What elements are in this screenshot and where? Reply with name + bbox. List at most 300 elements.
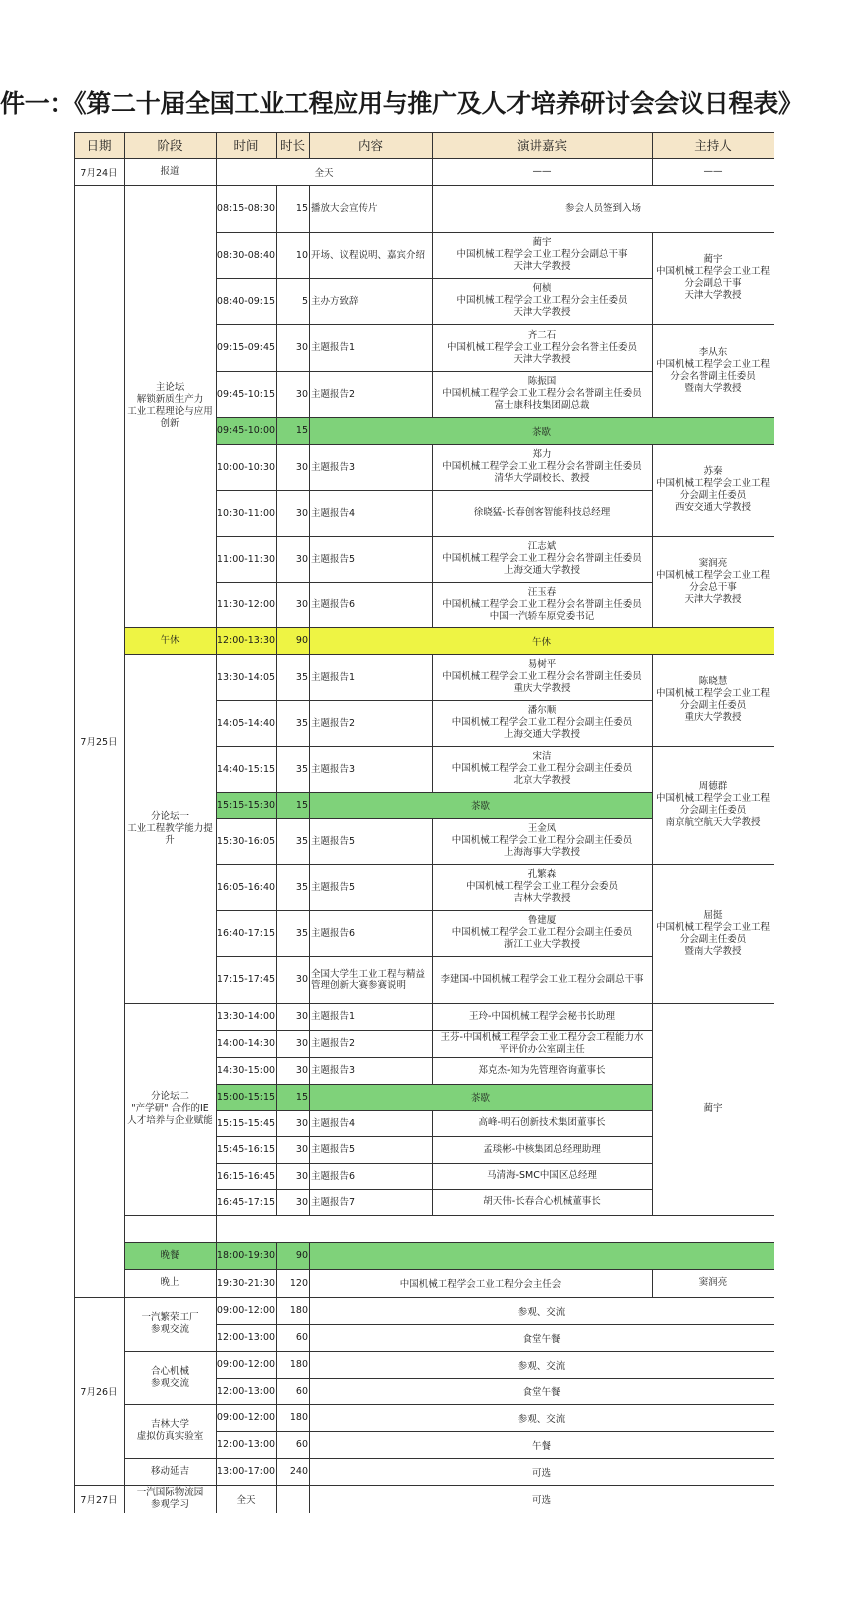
cell-border <box>310 911 433 957</box>
speaker-cell: 陈振国 中国机械工程学会工业工程分会名誉副主任委员 富士康科技集团副总裁 <box>442 376 642 411</box>
table-grid-lines <box>74 132 774 1513</box>
date-cell: 7月27日 <box>80 1495 118 1506</box>
duration-cell: 180 <box>289 1412 308 1423</box>
host-cell: —— <box>703 165 723 177</box>
duration-cell: 90 <box>276 1242 309 1269</box>
duration-cell: 30 <box>295 599 308 610</box>
host-cell: 窦润亮 <box>698 1277 728 1288</box>
duration-cell: 60 <box>295 1385 308 1397</box>
cell-border <box>653 1004 775 1216</box>
duration-cell: 35 <box>295 763 308 775</box>
content-cell: 主题报告2 <box>311 717 356 729</box>
cell-border <box>217 1137 277 1164</box>
speaker-cell: 胡天伟-长春合心机械董事长 <box>483 1196 601 1207</box>
cell-border <box>217 628 277 655</box>
time-cell: 全天 <box>236 1495 256 1506</box>
cell-border <box>277 1004 310 1031</box>
time-cell: 11:30-12:00 <box>216 599 276 610</box>
cell-border <box>310 1004 433 1031</box>
cell-border <box>433 865 653 911</box>
time-cell: 14:40-15:15 <box>216 763 276 775</box>
stage-cell: 一汽国际物流园 参观学习 <box>136 1487 204 1510</box>
document-title: 件一：《第二十届全国工业工程应用与推广及人才培养研讨会会议日程表》 <box>0 89 803 118</box>
cell-border <box>217 1164 277 1190</box>
speaker-cell: 李建国-中国机械工程学会工业工程分会副总干事 <box>440 973 644 985</box>
cell-border <box>433 1190 653 1216</box>
cell-border <box>217 325 277 372</box>
merged-cell: 茶歇 <box>309 1084 652 1110</box>
cell-border <box>125 628 217 655</box>
duration-cell: 15 <box>295 203 308 214</box>
time-cell: 15:30-16:05 <box>216 835 276 847</box>
content-cell: 主题报告5 <box>311 553 356 565</box>
time-cell: 12:00-13:00 <box>216 1385 276 1397</box>
cell-border <box>310 1270 653 1298</box>
cell-border <box>217 1270 277 1298</box>
cell-border <box>217 233 277 279</box>
cell-border <box>433 819 653 865</box>
content-cell: 主题报告5 <box>311 1144 356 1155</box>
cell-border <box>217 911 277 957</box>
duration-cell: 30 <box>295 388 308 400</box>
cell-border <box>125 1216 217 1243</box>
cell-border <box>217 1085 277 1111</box>
speaker-cell: 郑力 中国机械工程学会工业工程分会名誉副主任委员 清华大学副校长、教授 <box>442 449 642 484</box>
cell-border <box>277 747 310 793</box>
cell-border <box>433 372 653 418</box>
cell-border <box>433 1164 653 1190</box>
merged-cell: 可选 <box>531 1467 551 1479</box>
cell-border <box>433 655 653 701</box>
duration-cell: 35 <box>295 927 308 939</box>
cell-border <box>310 1031 433 1058</box>
content-cell: 主题报告4 <box>311 507 356 519</box>
time-cell: 09:45-10:00 <box>216 417 276 444</box>
cell-border <box>217 747 277 793</box>
duration-cell: 30 <box>295 1196 308 1208</box>
header-cell: 时间 <box>216 132 276 158</box>
cell-border <box>217 1459 277 1486</box>
cell-border <box>310 1352 775 1379</box>
duration-cell: 30 <box>295 974 308 985</box>
cell-border <box>433 445 653 491</box>
speaker-cell: 参会人员签到入场 <box>564 202 641 214</box>
cell-border <box>310 583 433 628</box>
cell-border <box>433 159 653 186</box>
host-cell: 苏秦 中国机械工程学会工业工程 分会副主任委员 西安交通大学教授 <box>655 466 770 513</box>
cell-border <box>217 186 277 233</box>
content-cell: 主题报告6 <box>311 927 356 939</box>
content-cell: 主题报告7 <box>311 1196 356 1208</box>
cell-border <box>125 655 217 1004</box>
speaker-cell: 江志斌 中国机械工程学会工业工程分会名誉副主任委员 上海交通大学教授 <box>442 541 642 576</box>
speaker-cell: 王玲-中国机械工程学会秘书长助理 <box>469 1010 615 1022</box>
stage-cell: 主论坛 解锁新质生产力 工业工程理论与应用 创新 <box>127 382 213 429</box>
content-cell: 主题报告5 <box>311 835 356 847</box>
time-cell: 13:00-17:00 <box>216 1466 276 1477</box>
stage-cell: 分论坛二 "产学研" 合作的IE 人才培养与企业赋能 <box>127 1091 213 1126</box>
time-cell: 08:30-08:40 <box>216 249 276 261</box>
date-cell: 7月26日 <box>80 1387 118 1398</box>
cell-border <box>217 372 277 418</box>
cell-border <box>217 583 277 628</box>
cell-border <box>310 186 433 233</box>
duration-cell: 180 <box>289 1305 308 1316</box>
cell-border <box>310 1459 775 1486</box>
speaker-cell: 马清海-SMC中国区总经理 <box>487 1170 597 1181</box>
duration-cell: 5 <box>301 295 308 307</box>
cell-border <box>217 1058 277 1085</box>
cell-border <box>217 1432 277 1459</box>
cell-border <box>125 1459 217 1486</box>
content-cell: 主题报告2 <box>311 1038 356 1049</box>
content-cell: 主题报告3 <box>311 763 356 775</box>
cell-border <box>310 445 433 491</box>
cell-border <box>653 445 775 537</box>
cell-border <box>433 957 653 1004</box>
speaker-cell: 孟琰彬-中核集团总经理助理 <box>483 1143 601 1155</box>
cell-border <box>277 233 310 279</box>
cell-border <box>310 279 433 325</box>
merged-cell: 参观、交流 <box>517 1306 566 1318</box>
cell-border <box>277 701 310 747</box>
duration-cell: 60 <box>295 1439 308 1450</box>
cell-border <box>75 1486 125 1514</box>
cell-border <box>277 325 310 372</box>
cell-border <box>217 1405 277 1432</box>
cell-border <box>433 279 653 325</box>
cell-border <box>217 865 277 911</box>
speaker-cell: 齐二石 中国机械工程学会工业工程分会名誉主任委员 天津大学教授 <box>446 329 637 365</box>
cell-border <box>217 1298 277 1325</box>
cell-border <box>277 537 310 583</box>
cell-border <box>277 491 310 537</box>
content-cell: 播放大会宣传片 <box>311 203 378 214</box>
time-cell: 09:45-10:15 <box>216 388 276 400</box>
speaker-cell: 潘尔顺 中国机械工程学会工业工程分会副主任委员 上海交通大学教授 <box>451 705 633 740</box>
cell-border <box>277 655 310 701</box>
cell-border <box>310 1486 775 1514</box>
host-cell: 陈晓慧 中国机械工程学会工业工程 分会副主任委员 重庆大学教授 <box>655 676 770 723</box>
cell-border <box>310 133 433 159</box>
cell-border <box>277 865 310 911</box>
cell-border <box>277 1325 310 1352</box>
cell-border <box>433 583 653 628</box>
cell-border <box>217 159 433 186</box>
cell-border <box>433 325 653 372</box>
cell-border <box>310 1137 433 1164</box>
cell-border <box>277 583 310 628</box>
duration-cell: 30 <box>295 1038 308 1049</box>
cell-border <box>277 372 310 418</box>
cell-border <box>277 133 310 159</box>
time-cell: 15:45-16:15 <box>216 1144 276 1155</box>
cell-border <box>310 1085 653 1111</box>
merged-cell: 中国机械工程学会工业工程分会主任会 <box>399 1279 562 1290</box>
host-cell: 周德群 中国机械工程学会工业工程 分会副主任委员 南京航空航天大学教授 <box>655 781 770 828</box>
cell-border <box>433 491 653 537</box>
cell-border <box>217 1190 277 1216</box>
time-cell: 08:40-09:15 <box>216 295 276 307</box>
cell-border <box>217 418 277 445</box>
header-cell: 内容 <box>309 132 432 158</box>
cell-border <box>653 133 775 159</box>
cell-border <box>310 1325 775 1352</box>
content-cell: 全国大学生工业工程与精益管理创新大赛参赛说明 <box>311 968 426 991</box>
cell-border <box>277 445 310 491</box>
cell-border <box>75 133 125 159</box>
speaker-cell: 孔繁森 中国机械工程学会工业工程分会委员 吉林大学教授 <box>465 869 618 904</box>
time-cell: 16:40-17:15 <box>216 927 276 939</box>
cell-border <box>277 1058 310 1085</box>
content-cell: 主题报告6 <box>311 1170 356 1182</box>
content-cell: 主办方致辞 <box>311 295 359 307</box>
duration-cell: 120 <box>289 1277 308 1289</box>
cell-border <box>277 1190 310 1216</box>
speaker-cell: 高峰-明石创新技术集团董事长 <box>478 1117 606 1128</box>
cell-border <box>125 159 217 186</box>
cell-border <box>125 1352 217 1405</box>
cell-border <box>277 793 310 819</box>
cell-border <box>310 1111 433 1137</box>
cell-border <box>217 701 277 747</box>
content-cell: 主题报告3 <box>311 461 356 473</box>
duration-cell: 60 <box>295 1332 308 1343</box>
merged-cell: 全天 <box>314 167 334 179</box>
time-cell: 16:15-16:45 <box>216 1170 276 1182</box>
speaker-cell: 蔺宇 中国机械工程学会工业工程分会副总干事 天津大学教授 <box>456 237 628 272</box>
cell-border <box>217 1352 277 1379</box>
header-cell: 阶段 <box>124 132 216 158</box>
time-cell: 09:00-12:00 <box>216 1412 276 1423</box>
duration-cell: 35 <box>295 835 308 847</box>
cell-border <box>217 1243 277 1270</box>
cell-border <box>310 747 433 793</box>
cell-border <box>433 133 653 159</box>
time-cell: 14:00-14:30 <box>216 1038 276 1049</box>
cell-border <box>277 819 310 865</box>
cell-border <box>310 819 433 865</box>
time-cell: 18:00-19:30 <box>216 1242 276 1269</box>
time-cell: 12:00-13:00 <box>216 1332 276 1343</box>
merged-cell: 食堂午餐 <box>522 1387 561 1398</box>
cell-border <box>310 865 433 911</box>
time-cell: 09:00-12:00 <box>216 1305 276 1316</box>
cell-border <box>217 1031 277 1058</box>
cell-border <box>277 279 310 325</box>
cell-border <box>125 1270 217 1298</box>
time-cell: 15:00-15:15 <box>216 1084 276 1110</box>
time-cell: 16:45-17:15 <box>216 1196 276 1208</box>
cell-border <box>653 325 775 418</box>
cell-border <box>217 957 277 1004</box>
stage-cell: 午休 <box>124 627 216 654</box>
time-cell: 09:15-09:45 <box>216 342 276 353</box>
speaker-cell: 宋洁 中国机械工程学会工业工程分会副主任委员 北京大学教授 <box>451 751 633 786</box>
stage-cell: 晚上 <box>160 1277 180 1288</box>
duration-cell: 15 <box>276 792 309 818</box>
header-cell: 演讲嘉宾 <box>432 132 652 158</box>
cell-border <box>433 747 653 793</box>
cell-border <box>217 1379 277 1405</box>
cell-border <box>310 1379 775 1405</box>
duration-cell: 30 <box>295 461 308 473</box>
cell-border <box>433 1004 653 1031</box>
cell-border <box>217 133 277 159</box>
time-cell: 09:00-12:00 <box>216 1359 276 1370</box>
cell-border <box>217 445 277 491</box>
cell-border <box>310 1243 775 1270</box>
speaker-cell: 郑克杰-知为先管理咨询董事长 <box>478 1064 606 1076</box>
cell-border <box>217 793 277 819</box>
cell-border <box>277 1111 310 1137</box>
cell-border <box>653 655 775 747</box>
duration-cell: 35 <box>295 717 308 729</box>
cell-border <box>217 1004 277 1031</box>
cell-border <box>310 793 653 819</box>
time-cell: 11:00-11:30 <box>216 553 276 565</box>
cell-border <box>277 628 310 655</box>
cell-border <box>277 911 310 957</box>
time-cell: 13:30-14:00 <box>216 1011 276 1022</box>
schedule-table <box>74 132 774 1513</box>
time-cell: 13:30-14:05 <box>216 671 276 683</box>
cell-border <box>433 1058 653 1085</box>
cell-border <box>217 655 277 701</box>
duration-cell: 30 <box>295 553 308 565</box>
cell-border <box>433 1111 653 1137</box>
cell-border <box>277 1298 310 1325</box>
content-cell: 主题报告5 <box>311 881 356 893</box>
cell-border <box>217 1486 277 1514</box>
cell-border <box>433 701 653 747</box>
cell-border <box>433 186 775 233</box>
time-cell: 08:15-08:30 <box>216 203 276 214</box>
duration-cell: 240 <box>289 1466 308 1477</box>
cell-border <box>75 186 125 1298</box>
stage-cell: 吉林大学 虚拟仿真实验室 <box>136 1419 204 1442</box>
cell-border <box>433 537 653 583</box>
date-cell: 7月25日 <box>80 737 118 748</box>
stage-cell: 晚餐 <box>124 1242 216 1269</box>
cell-border <box>125 1298 217 1352</box>
cell-border <box>310 491 433 537</box>
cell-border <box>125 1004 217 1216</box>
duration-cell: 35 <box>295 671 308 683</box>
merged-cell: 参观、交流 <box>517 1360 566 1372</box>
cell-border <box>277 418 310 445</box>
cell-border <box>277 1270 310 1298</box>
duration-cell: 30 <box>295 1117 308 1129</box>
duration-cell: 180 <box>289 1359 308 1370</box>
time-cell: 16:05-16:40 <box>216 881 276 893</box>
host-cell: 屈挺 中国机械工程学会工业工程 分会副主任委员 暨南大学教授 <box>655 909 770 957</box>
host-cell: 蔺宇 中国机械工程学会工业工程 分会副总干事 天津大学教授 <box>655 254 770 301</box>
speaker-cell: 汪玉春 中国机械工程学会工业工程分会名誉副主任委员 中国一汽轿车原党委书记 <box>442 586 642 622</box>
cell-border <box>433 1137 653 1164</box>
cell-border <box>310 701 433 747</box>
speaker-cell: 何桢 中国机械工程学会工业工程分会主任委员 天津大学教授 <box>456 283 628 318</box>
time-cell: 10:30-11:00 <box>216 507 276 519</box>
cell-border <box>277 186 310 233</box>
header-cell: 主持人 <box>652 132 774 158</box>
cell-border <box>310 1298 775 1325</box>
host-cell: 蔺宇 <box>703 1103 723 1114</box>
stage-cell: 合心机械 参观交流 <box>150 1365 189 1389</box>
cell-border <box>125 1405 217 1459</box>
cell-border <box>653 747 775 865</box>
content-cell: 主题报告1 <box>311 342 356 353</box>
cell-border <box>75 1298 125 1486</box>
cell-border <box>653 159 775 186</box>
cell-border <box>310 372 433 418</box>
speaker-cell: —— <box>532 165 552 177</box>
cell-border <box>217 819 277 865</box>
stage-cell: 报道 <box>160 165 180 177</box>
cell-border <box>125 1486 217 1514</box>
time-cell: 10:00-10:30 <box>216 461 276 473</box>
duration-cell: 10 <box>295 249 308 261</box>
merged-cell: 茶歇 <box>309 792 652 818</box>
duration-cell: 35 <box>295 881 308 893</box>
time-cell: 15:15-15:30 <box>216 792 276 818</box>
cell-border <box>653 537 775 628</box>
cell-border <box>310 1058 433 1085</box>
cell-border <box>277 1031 310 1058</box>
time-cell: 19:30-21:30 <box>216 1277 276 1289</box>
speaker-cell: 王金凤 中国机械工程学会工业工程分会副主任委员 上海海事大学教授 <box>451 823 633 858</box>
cell-border <box>277 1137 310 1164</box>
cell-border <box>277 957 310 1004</box>
merged-cell: 午休 <box>309 627 774 654</box>
merged-cell: 食堂午餐 <box>522 1333 561 1345</box>
stage-cell: 移动延吉 <box>150 1465 189 1477</box>
stage-cell: 一汽繁荣工厂 参观交流 <box>141 1312 199 1335</box>
duration-cell: 15 <box>276 1084 309 1110</box>
cell-border <box>277 1405 310 1432</box>
cell-border <box>653 233 775 325</box>
time-cell: 14:05-14:40 <box>216 717 276 729</box>
cell-border <box>433 911 653 957</box>
cell-border <box>310 655 433 701</box>
cell-border <box>75 159 125 186</box>
content-cell: 主题报告2 <box>311 388 356 400</box>
duration-cell: 15 <box>276 417 309 444</box>
speaker-cell: 易树平 中国机械工程学会工业工程分会名誉副主任委员 重庆大学教授 <box>442 659 642 694</box>
time-cell: 12:00-13:00 <box>216 1439 276 1450</box>
cell-border <box>310 628 775 655</box>
cell-border <box>217 491 277 537</box>
time-cell: 15:15-15:45 <box>216 1117 276 1129</box>
duration-cell: 30 <box>295 342 308 353</box>
cell-border <box>277 1459 310 1486</box>
merged-cell: 午餐 <box>531 1440 551 1452</box>
stage-cell: 分论坛一 工业工程教学能力提 升 <box>127 810 213 846</box>
cell-border <box>310 418 775 445</box>
cell-border <box>310 537 433 583</box>
cell-border <box>217 1111 277 1137</box>
duration-cell: 30 <box>295 1170 308 1182</box>
cell-border <box>277 1085 310 1111</box>
date-cell: 7月24日 <box>80 167 118 179</box>
cell-border <box>653 1270 775 1298</box>
merged-cell: 参观、交流 <box>517 1413 566 1425</box>
cell-border <box>277 1486 310 1514</box>
host-cell: 窦润亮 中国机械工程学会工业工程 分会总干事 天津大学教授 <box>655 557 770 605</box>
cell-border <box>277 1243 310 1270</box>
header-cell: 时长 <box>276 132 309 158</box>
cell-border <box>653 865 775 1004</box>
